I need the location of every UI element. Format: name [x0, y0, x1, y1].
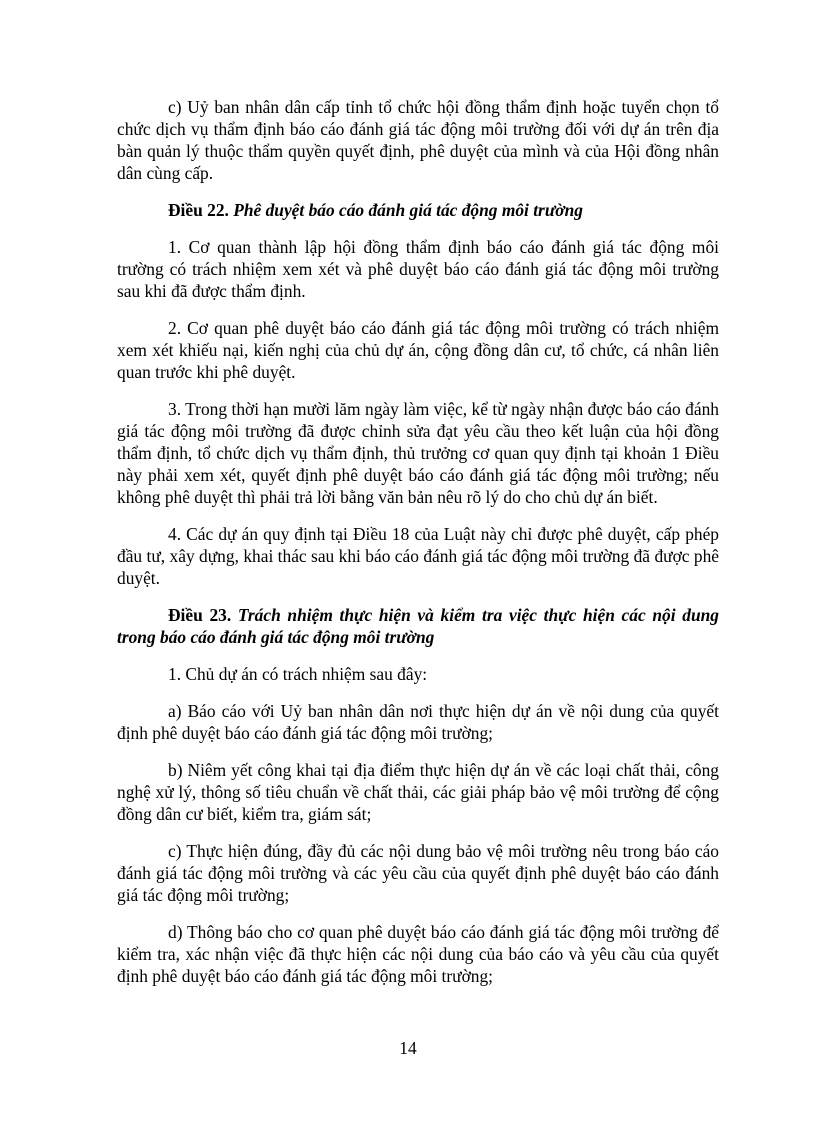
article-22-label: Điều 22.	[168, 200, 229, 220]
article-22-clause-4: 4. Các dự án quy định tại Điều 18 của Luật này chỉ được phê duyệt, cấp phép đầu tư, xây dựng, khai thác sau khi báo cáo đánh giá tác động môi trường đã được phê duyệt.	[117, 524, 719, 588]
article-23-item-d: d) Thông báo cho cơ quan phê duyệt báo cáo đánh giá tác động môi trường để kiểm tra, xác nhận việc đã thực hiện các nội dung của báo cáo và yêu cầu của quyết định phê duyệt báo cáo đánh giá tác động môi trường;	[117, 922, 719, 986]
article-22-heading	[117, 199, 719, 221]
article-23-item-c: c) Thực hiện đúng, đầy đủ các nội dung bảo vệ môi trường nêu trong báo cáo đánh giá tác động môi trường và các yêu cầu của quyết định phê duyệt báo cáo đánh giá tác động môi trường;	[117, 841, 719, 905]
article-22-clause-2: 2. Cơ quan phê duyệt báo cáo đánh giá tác động môi trường có trách nhiệm xem xét khiếu nại, kiến nghị của chủ dự án, cộng đồng dân cư, tổ chức, cá nhân liên quan trước khi phê duyệt.	[117, 318, 719, 382]
document-body	[117, 96, 719, 1002]
article-23-heading	[117, 604, 719, 648]
article-22-clause-3: 3. Trong thời hạn mười lăm ngày làm việc, kể từ ngày nhận được báo cáo đánh giá tác động môi trường đã được chỉnh sửa đạt yêu cầu theo kết luận của hội đồng thẩm định, tổ chức dịch vụ thẩm định, thủ trưởng cơ quan quy định tại khoản 1 Điều này phải xem xét, quyết định phê duyệt báo cáo đánh giá tác động môi trường; nếu không phê duyệt thì phải trả lời bằng văn bản nêu rõ lý do cho chủ dự án biết.	[117, 399, 719, 507]
article-23-item-b: b) Niêm yết công khai tại địa điểm thực hiện dự án về các loại chất thải, công nghệ xử lý, thông số tiêu chuẩn về chất thải, các giải pháp bảo vệ môi trường để cộng đồng dân cư biết, kiểm tra, giám sát;	[117, 760, 719, 824]
article-23-label: Điều 23.	[168, 605, 232, 625]
page-number: 14	[399, 1038, 417, 1058]
article-23-item-a: a) Báo cáo với Uỷ ban nhân dân nơi thực hiện dự án về nội dung của quyết định phê duyệt báo cáo đánh giá tác động môi trường;	[117, 701, 719, 743]
article-23-clause-1: 1. Chủ dự án có trách nhiệm sau đây:	[168, 664, 428, 684]
paragraph-c-provincial-committee: c) Uỷ ban nhân dân cấp tỉnh tổ chức hội đồng thẩm định hoặc tuyển chọn tổ chức dịch vụ thẩm định báo cáo đánh giá tác động môi trường đối với dự án trên địa bàn quản lý thuộc thẩm quyền quyết định, phê duyệt của mình và của Hội đồng nhân dân cùng cấp.	[117, 97, 719, 183]
article-22-title: Phê duyệt báo cáo đánh giá tác động môi trường	[233, 200, 583, 220]
article-22-clause-1: 1. Cơ quan thành lập hội đồng thẩm định báo cáo đánh giá tác động môi trường có trách nhiệm xem xét và phê duyệt báo cáo đánh giá tác động môi trường sau khi đã được thẩm định.	[117, 237, 719, 301]
article-23-title: Trách nhiệm thực hiện và kiểm tra việc thực hiện các nội dung trong báo cáo đánh giá tác động môi trường	[117, 605, 719, 647]
